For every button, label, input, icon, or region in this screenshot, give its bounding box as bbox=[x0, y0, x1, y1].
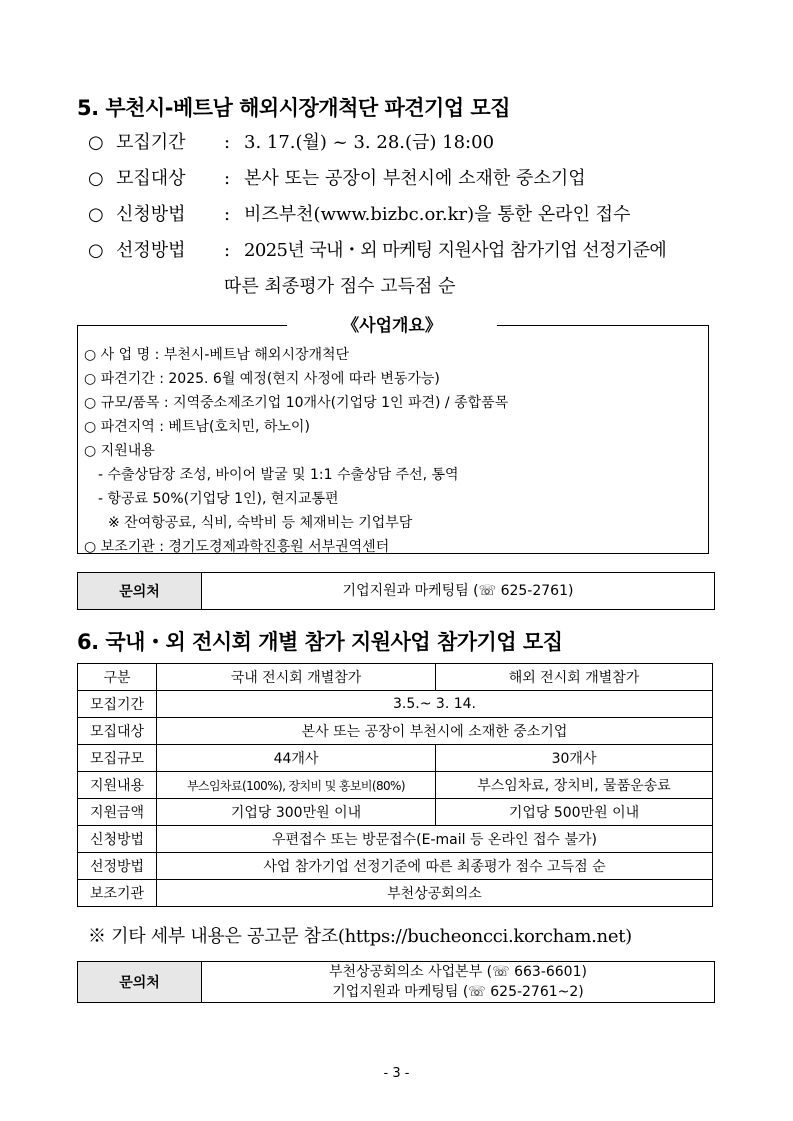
overview-title: 《사업개요》 bbox=[287, 314, 497, 338]
row-label: 신청방법 bbox=[78, 826, 157, 853]
contact-box-section6 bbox=[77, 961, 715, 1003]
colon: : bbox=[224, 204, 231, 225]
page-number: - 3 - bbox=[383, 1066, 410, 1081]
selection-method-value: 2025년 국내・외 마케팅 지원사업 참가기업 선정기준에 bbox=[244, 240, 667, 261]
table-row bbox=[78, 880, 713, 907]
table-row bbox=[78, 745, 713, 772]
contact-line: 기업지원과 마케팅팀 (☏ 625-2761) bbox=[342, 583, 574, 599]
cell-scale-overseas: 30개사 bbox=[436, 745, 713, 772]
contact-body bbox=[202, 573, 714, 609]
apply-method-value: 비즈부천(www.bizbc.or.kr)을 통한 온라인 접수 bbox=[244, 204, 631, 225]
reference-note: ※ 기타 세부 내용은 공고문 참조(https://bucheoncci.korcham.net) bbox=[88, 926, 632, 947]
table-row bbox=[78, 691, 713, 718]
overview-sub-consult: - 수출상담장 조성, 바이어 발굴 및 1:1 수출상담 주선, 통역 bbox=[98, 467, 459, 483]
overview-line-aux: ○ 보조기관 : 경기도경제과학진흥원 서부권역센터 bbox=[84, 539, 390, 555]
contact-head: 문의처 bbox=[78, 573, 202, 609]
cell-target: 본사 또는 공장이 부천시에 소재한 중소기업 bbox=[157, 718, 713, 745]
contact-line: 기업지원과 마케팅팀 (☏ 625-2761~2) bbox=[332, 984, 584, 1000]
apply-method-label: 신청방법 bbox=[116, 204, 186, 225]
cell-aux: 부천상공회의소 bbox=[157, 880, 713, 907]
row-label: 보조기관 bbox=[78, 880, 157, 907]
overview-line-region: ○ 파견지역 : 베트남(호치민, 하노이) bbox=[84, 419, 310, 435]
circle-bullet-icon: ○ bbox=[88, 168, 104, 189]
contact-box-section5 bbox=[77, 572, 715, 610]
colon: : bbox=[224, 240, 231, 261]
cell-select: 사업 참가기업 선정기준에 따른 최종평가 점수 고득점 순 bbox=[157, 853, 713, 880]
overview-note: ※ 잔여항공료, 식비, 숙박비 등 체재비는 기업부담 bbox=[108, 515, 413, 531]
row-label: 지원내용 bbox=[78, 772, 157, 799]
table-row bbox=[78, 718, 713, 745]
row-label: 지원금액 bbox=[78, 799, 157, 826]
table-row bbox=[78, 664, 713, 691]
cell-support-overseas: 부스임차료, 장치비, 물품운송료 bbox=[436, 772, 713, 799]
recruit-target-row bbox=[88, 164, 586, 190]
contact-line: 부천상공회의소 사업본부 (☏ 663-6601) bbox=[329, 964, 587, 980]
selection-method-label: 선정방법 bbox=[116, 240, 186, 261]
recruit-target-value: 본사 또는 공장이 부천시에 소재한 중소기업 bbox=[244, 168, 586, 189]
apply-method-row bbox=[88, 200, 630, 226]
selection-method-continued: 따른 최종평가 점수 고득점 순 bbox=[224, 276, 456, 297]
recruit-period-label: 모집기간 bbox=[116, 132, 186, 153]
section5-title: 5. 부천시-베트남 해외시장개척단 파견기업 모집 bbox=[77, 96, 510, 120]
cell-scale-domestic: 44개사 bbox=[157, 745, 436, 772]
cell-amount-domestic: 기업당 300만원 이내 bbox=[157, 799, 436, 826]
circle-bullet-icon: ○ bbox=[88, 132, 104, 153]
row-label: 선정방법 bbox=[78, 853, 157, 880]
col-overseas: 해외 전시회 개별참가 bbox=[436, 664, 713, 691]
circle-bullet-icon: ○ bbox=[88, 204, 104, 225]
overview-sub-airfare: - 항공료 50%(기업당 1인), 현지교통편 bbox=[98, 491, 339, 507]
cell-support-domestic: 부스임차료(100%), 장치비 및 홍보비(80%) bbox=[157, 772, 436, 799]
table-row bbox=[78, 772, 713, 799]
overview-line-period: ○ 파견기간 : 2025. 6월 예정(현지 사정에 따라 변동가능) bbox=[84, 371, 440, 387]
row-label: 모집대상 bbox=[78, 718, 157, 745]
selection-method-row bbox=[88, 236, 666, 262]
support-table bbox=[77, 663, 713, 907]
recruit-target-label: 모집대상 bbox=[116, 168, 186, 189]
section6-title: 6. 국내・외 전시회 개별 참가 지원사업 참가기업 모집 bbox=[77, 630, 563, 654]
colon: : bbox=[224, 132, 231, 153]
contact-head: 문의처 bbox=[78, 962, 202, 1002]
recruit-period-value: 3. 17.(월) ~ 3. 28.(금) 18:00 bbox=[244, 132, 495, 153]
table-row bbox=[78, 853, 713, 880]
overview-line-name: ○ 사 업 명 : 부천시-베트남 해외시장개척단 bbox=[84, 347, 350, 363]
table-row bbox=[78, 799, 713, 826]
cell-period: 3.5.~ 3. 14. bbox=[157, 691, 713, 718]
colon: : bbox=[224, 168, 231, 189]
contact-body bbox=[202, 962, 714, 1002]
col-head: 구분 bbox=[78, 664, 157, 691]
row-label: 모집기간 bbox=[78, 691, 157, 718]
cell-apply: 우편접수 또는 방문접수(E-mail 등 온라인 접수 불가) bbox=[157, 826, 713, 853]
row-label: 모집규모 bbox=[78, 745, 157, 772]
recruit-period-row bbox=[88, 128, 494, 154]
overview-line-scale: ○ 규모/품목 : 지역중소제조기업 10개사(기업당 1인 파견) / 종합품목 bbox=[84, 395, 509, 411]
circle-bullet-icon: ○ bbox=[88, 240, 104, 261]
overview-line-support: ○ 지원내용 bbox=[84, 443, 155, 459]
col-domestic: 국내 전시회 개별참가 bbox=[157, 664, 436, 691]
table-row bbox=[78, 826, 713, 853]
cell-amount-overseas: 기업당 500만원 이내 bbox=[436, 799, 713, 826]
